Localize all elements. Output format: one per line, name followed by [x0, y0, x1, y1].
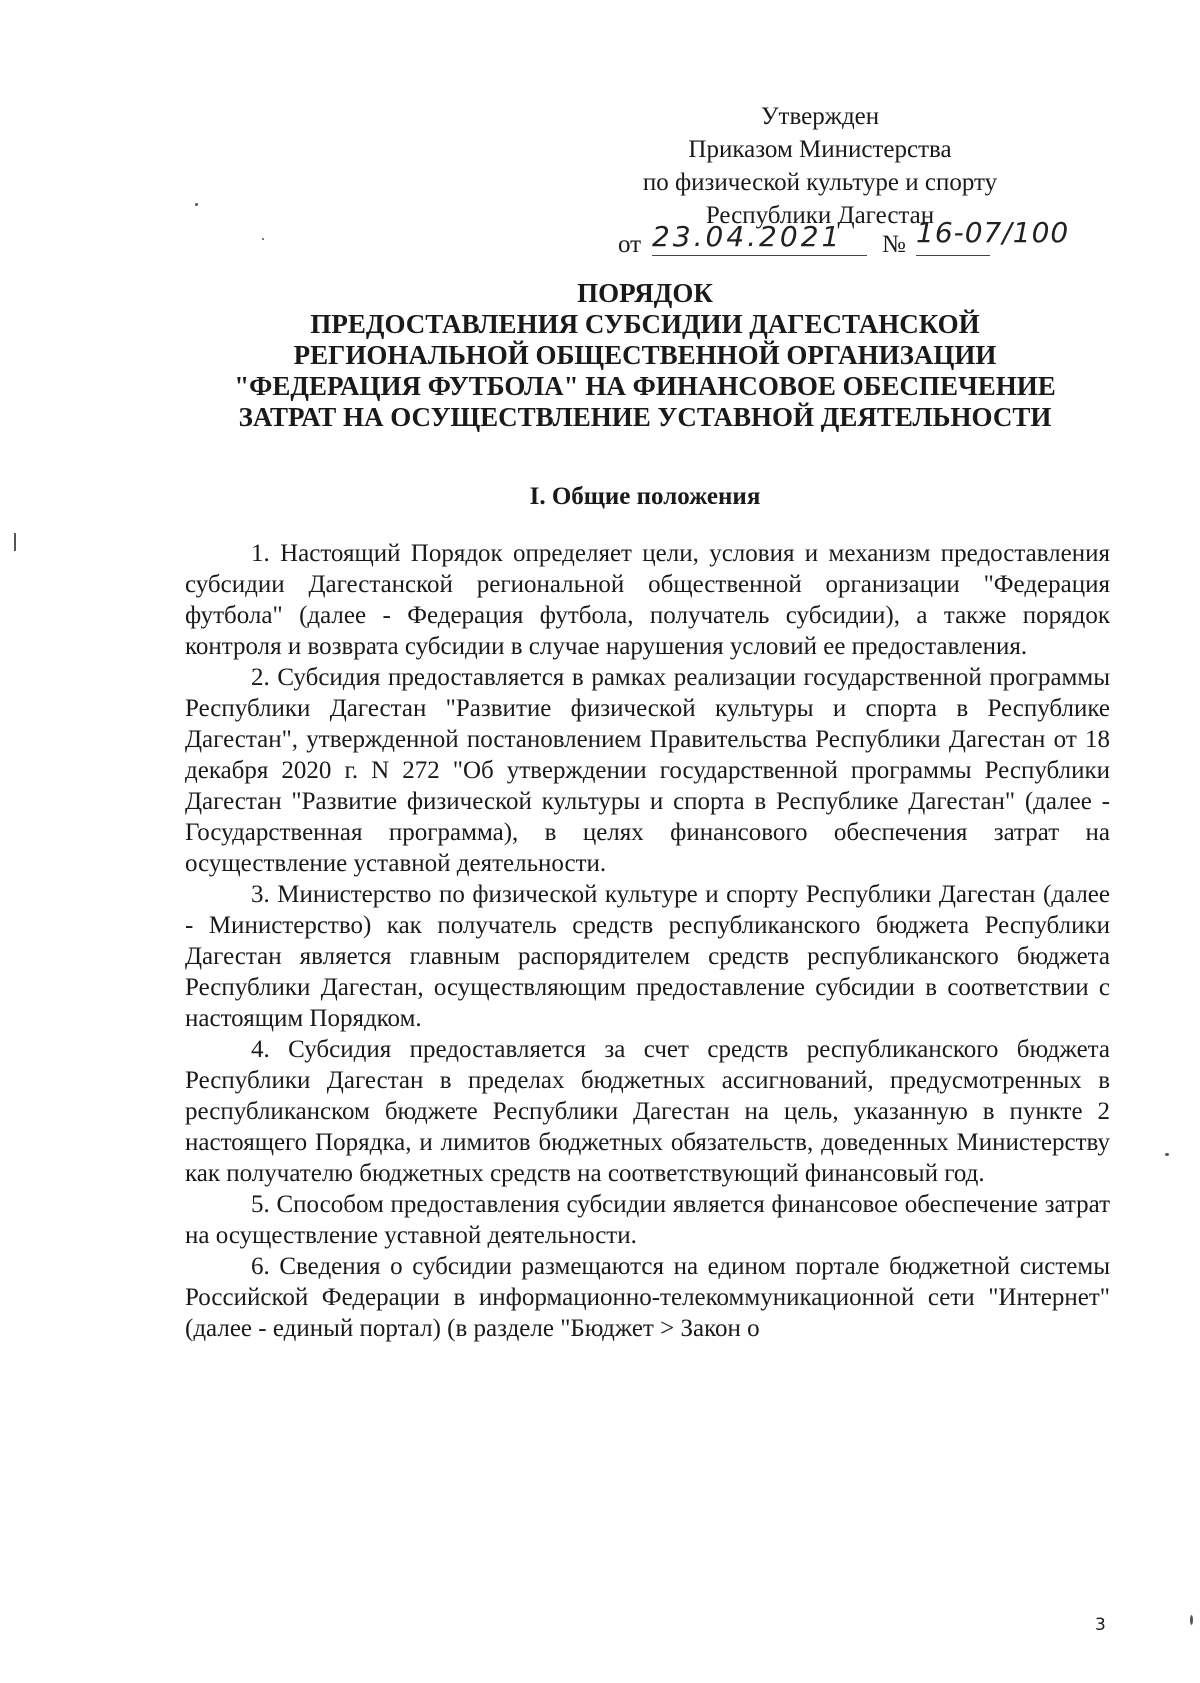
approval-line-4: Республики Дагестан [705, 202, 935, 229]
scan-speck [1165, 1153, 1169, 1156]
section-heading: I. Общие положения [529, 483, 761, 510]
order-reference-line [600, 216, 1070, 258]
date-prefix: от [618, 231, 642, 258]
approval-line-2: Приказом Министерства [688, 136, 952, 163]
title-line-2: ПРЕДОСТАВЛЕНИЯ СУБСИДИИ ДАГЕСТАНСКОЙ [310, 309, 980, 339]
paragraph-2: 2. Субсидия предоставляется в рамках реализации государственной программы Республики Дагестан "Развитие физической культуры и спорта в Республике Дагестан", утвержденной постановлением Правительства Республики Дагестан от 18 декабря 2020 г. N 272 "Об утверждении государственной программы Республики Дагестан "Развитие физической культуры и спорта в Республике Дагестан" (далее - Государственная программа), в целях финансового обеспечения затрат на осуществление уставной деятельности. [185, 664, 1110, 877]
page-number: 3 [1095, 1615, 1106, 1635]
handwritten-order-number: 16-07/100 [916, 216, 1070, 249]
title-line-5: ЗАТРАТ НА ОСУЩЕСТВЛЕНИЕ УСТАВНОЙ ДЕЯТЕЛЬНОСТИ [238, 402, 1052, 432]
scan-speck [14, 533, 16, 551]
body-text [185, 538, 1110, 1344]
title-line-3: РЕГИОНАЛЬНОЙ ОБЩЕСТВЕННОЙ ОРГАНИЗАЦИИ [293, 340, 997, 370]
paragraph-1: 1. Настоящий Порядок определяет цели, условия и механизм предоставления субсидии Дагестанской региональной общественной организации "Федерация футбола" (далее - Федерация футбола, получатель субсидии), а также порядок контроля и возврата субсидии в случае нарушения условий ее предоставления. [185, 540, 1110, 660]
scan-speck [1190, 1615, 1193, 1625]
scan-speck [195, 203, 198, 206]
approval-line-1: Утвержден [760, 103, 880, 130]
number-underline [916, 255, 990, 256]
approval-line-3: по физической культуре и спорту [642, 169, 998, 196]
title-line-1: ПОРЯДОК [577, 278, 713, 308]
paragraph-3: 3. Министерство по физической культуре и спорту Республики Дагестан (далее - Министерство) как получатель средств республиканского бюджета Республики Дагестан является главным распорядителем средств республиканского бюджета Республики Дагестан, осуществляющим предоставление субсидии в соответствии с настоящим Порядком. [185, 881, 1110, 1032]
paragraph-5: 5. Способом предоставления субсидии является финансовое обеспечение затрат на осуществление уставной деятельности. [185, 1191, 1110, 1249]
title-line-4: "ФЕДЕРАЦИЯ ФУТБОЛА" НА ФИНАНСОВОЕ ОБЕСПЕЧЕНИЕ [234, 371, 1056, 401]
scan-speck [262, 238, 264, 240]
number-prefix: № [882, 231, 906, 258]
paragraph-6: 6. Сведения о субсидии размещаются на едином портале бюджетной системы Российской Федерации в информационно-телекоммуникационной сети "Интернет" (далее - единый портал) (в разделе "Бюджет > Закон о [185, 1253, 1110, 1342]
approval-block [600, 100, 1070, 258]
document-title [130, 278, 1160, 433]
paragraph-4: 4. Субсидия предоставляется за счет средств республиканского бюджета Республики Дагестан в пределах бюджетных ассигнований, предусмотренных в республиканском бюджете Республики Дагестан на цель, указанную в пункте 2 настоящего Порядка, и лимитов бюджетных обязательств, доведенных Министерству как получателю бюджетных средств на соответствующий финансовый год. [185, 1036, 1110, 1187]
handwritten-date: 23.04.2021 [652, 220, 843, 253]
date-underline [652, 255, 867, 256]
